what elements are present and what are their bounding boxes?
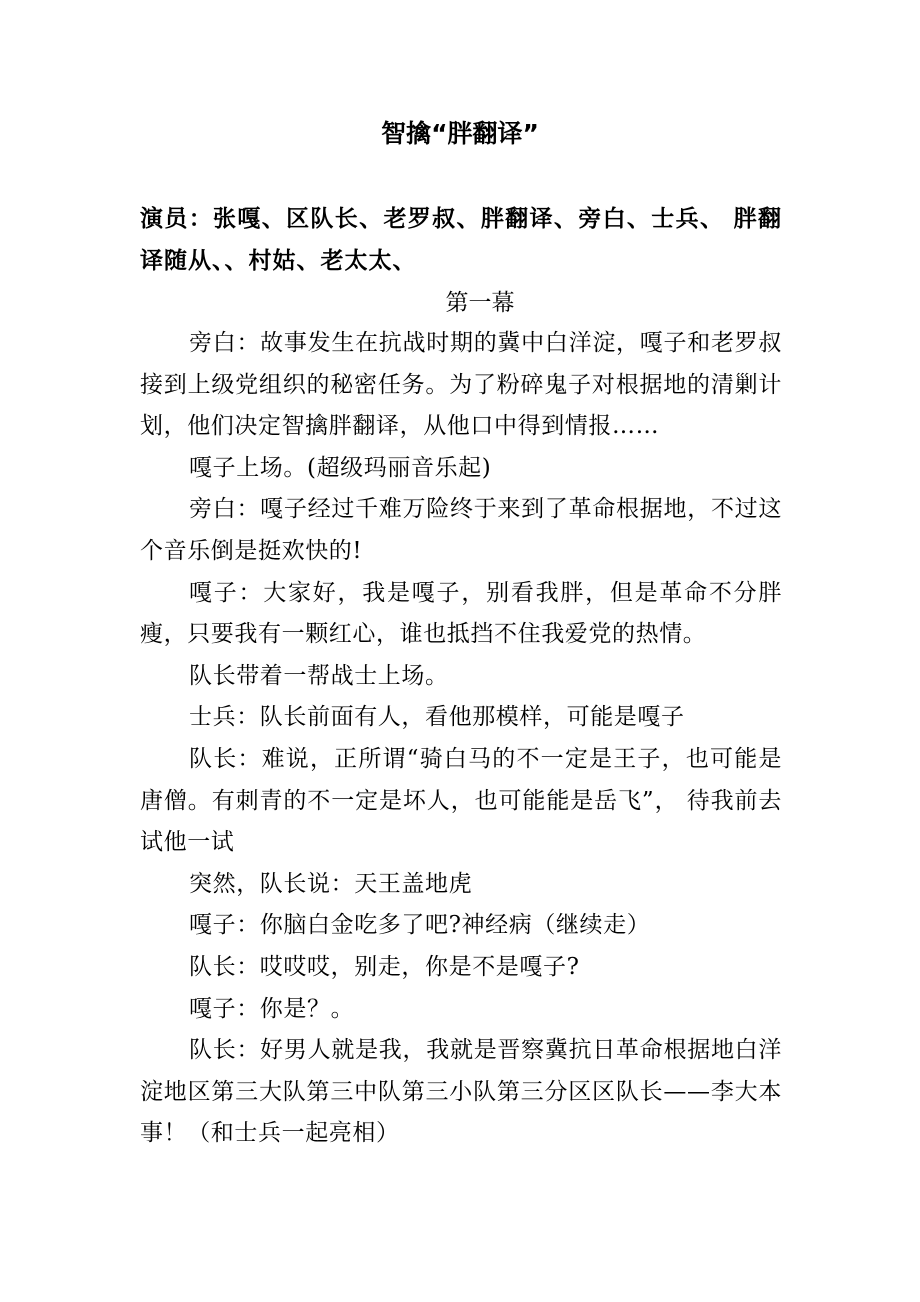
script-paragraph: 旁白：故事发生在抗战时期的冀中白洋淀，嘎子和老罗叔接到上级党组织的秘密任务。为了粉碎鬼子对根据地的清剿计划，他们决定智擒胖翻译，从他口中得到情报…… — [140, 330, 782, 440]
script-paragraph: 士兵：队长前面有人，看他那模样，可能是嘎子 — [189, 704, 685, 731]
act-heading: 第一幕 — [445, 290, 515, 316]
script-paragraph: 嘎子上场。(超级玛丽音乐起) — [189, 454, 492, 481]
script-paragraph: 队长带着一帮战士上场。 — [189, 662, 449, 689]
cast-list: 演员：张嘎、区队长、老罗叔、胖翻译、旁白、士兵、 胖翻译随从、、村姑、老太太、 — [140, 205, 782, 274]
script-paragraph: 队长：好男人就是我，我就是晋察冀抗日革命根据地白洋淀地区第三大队第三中队第三小队第三分区区队长——李大本事！（和士兵一起亮相） — [140, 1037, 782, 1147]
script-paragraph: 突然，队长说：天王盖地虎 — [189, 870, 473, 897]
script-paragraph: 嘎子：你是？。 — [189, 995, 355, 1022]
script-paragraph: 嘎子：大家好，我是嘎子，别看我胖，但是革命不分胖瘦，只要我有一颗红心，谁也抵挡不住我爱党的热情。 — [140, 579, 782, 648]
script-paragraph: 嘎子：你脑白金吃多了吧?神经病（继续走） — [189, 912, 651, 939]
script-body — [140, 323, 782, 1155]
document-title: 智擒“胖翻译” — [381, 119, 539, 148]
script-paragraph: 旁白：嘎子经过千难万险终于来到了革命根据地，不过这个音乐倒是挺欢快的! — [140, 496, 782, 564]
script-paragraph: 队长：难说，正所谓“骑白马的不一定是王子，也可能是唐僧。有刺青的不一定是坏人，也可能能是岳飞”， 待我前去试他一试 — [140, 745, 782, 856]
script-paragraph: 队长：哎哎哎，别走，你是不是嘎子? — [189, 953, 580, 980]
